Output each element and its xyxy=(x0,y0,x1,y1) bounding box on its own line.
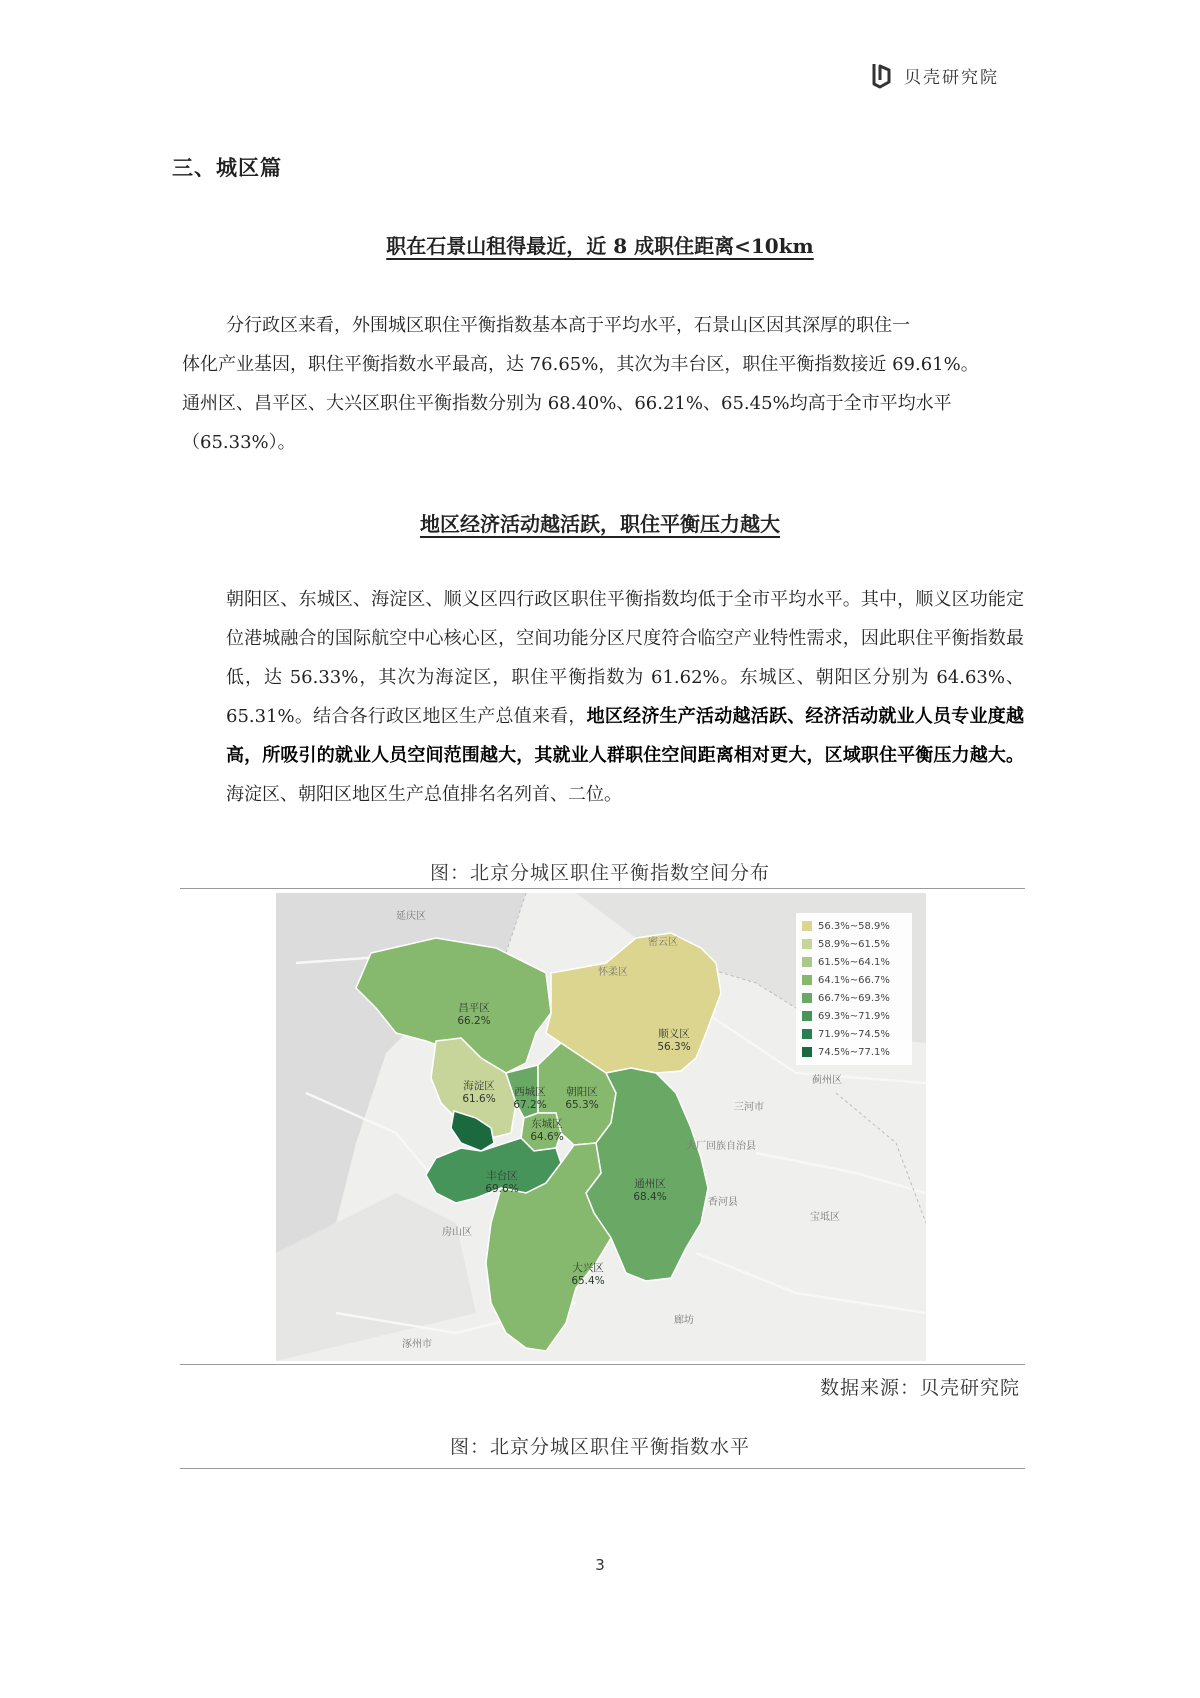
district-label-daxing: 大兴区 65.4% xyxy=(571,1262,605,1287)
brand-name: 贝壳研究院 xyxy=(904,67,999,88)
paragraph-line: 体化产业基因，职住平衡指数水平最高，达 76.65%，其次为丰台区，职住平衡指数接近 69.61%。 xyxy=(182,354,979,375)
divider xyxy=(180,888,1025,889)
basemap-label: 蓟州区 xyxy=(812,1075,842,1086)
basemap-label: 三河市 xyxy=(734,1102,764,1113)
legend-item: 74.5%~77.1% xyxy=(802,1043,906,1061)
paragraph-district-overview xyxy=(182,306,1024,462)
basemap-label: 宝坻区 xyxy=(810,1212,840,1223)
legend-item: 58.9%~61.5% xyxy=(802,935,906,953)
district-label-dongcheng: 东城区 64.6% xyxy=(530,1118,564,1143)
brand-logo xyxy=(866,60,999,90)
basemap-label: 涿州市 xyxy=(402,1339,432,1350)
basemap-label: 密云区 xyxy=(648,937,678,948)
basemap-label: 廊坊 xyxy=(674,1315,694,1326)
basemap-label: 延庆区 xyxy=(396,911,426,922)
divider xyxy=(180,1468,1025,1469)
paragraph-line: 分行政区来看，外围城区职住平衡指数基本高于平均水平，石景山区因其深厚的职住一 xyxy=(226,315,910,336)
heading-commute-distance: 职在石景山租得最近，近 8 成职住距离<10km xyxy=(386,234,814,258)
paragraph-economic-activity xyxy=(182,580,1024,814)
figure1-source: 数据来源：贝壳研究院 xyxy=(819,1377,1020,1399)
basemap-label: 怀柔区 xyxy=(598,967,628,978)
figure1-caption: 图：北京分城区职住平衡指数空间分布 xyxy=(429,862,770,884)
divider xyxy=(180,1364,1025,1365)
legend-item: 71.9%~74.5% xyxy=(802,1025,906,1043)
district-label-haidian: 海淀区 61.6% xyxy=(462,1080,496,1105)
district-label-fengtai: 丰台区 69.6% xyxy=(485,1170,519,1195)
district-label-xicheng: 西城区 67.2% xyxy=(513,1086,547,1111)
legend-item: 66.7%~69.3% xyxy=(802,989,906,1007)
district-label-shunyi: 顺义区 56.3% xyxy=(657,1028,691,1053)
basemap-label: 房山区 xyxy=(442,1227,472,1238)
page-number: 3 xyxy=(595,1556,605,1574)
map-legend xyxy=(796,913,912,1065)
district-label-changping: 昌平区 66.2% xyxy=(457,1002,491,1027)
legend-item: 69.3%~71.9% xyxy=(802,1007,906,1025)
basemap-label: 大厂回族自治县 xyxy=(686,1141,756,1152)
beike-logo-icon xyxy=(866,60,896,90)
district-map xyxy=(276,893,926,1361)
section-title: 三、城区篇 xyxy=(172,155,282,180)
district-label-tongzhou: 通州区 68.4% xyxy=(633,1178,667,1203)
paragraph-line: 通州区、昌平区、大兴区职住平衡指数分别为 68.40%、66.21%、65.45%均高于全市平均水平 xyxy=(182,393,952,414)
district-label-chaoyang: 朝阳区 65.3% xyxy=(565,1086,599,1111)
paragraph-text: 海淀区、朝阳区地区生产总值排名名列首、二位。 xyxy=(226,784,622,805)
paragraph-bold-text: 地区经济生产活动越活跃、经济活动就业人员专业度越高，所吸引的就业人员空间范围越大，其就业人群职住空间距离相对更大，区域职住平衡压力越大。 xyxy=(226,706,1025,766)
heading-economic-pressure: 地区经济活动越活跃，职住平衡压力越大 xyxy=(420,512,780,536)
legend-item: 64.1%~66.7% xyxy=(802,971,906,989)
basemap-label: 香河县 xyxy=(708,1197,738,1208)
paragraph-text: 朝阳区、东城区、海淀区、顺义区四行政区职住平衡指数均低于全市平均水平。其中，顺义区功能定位港城融合的国际航空中心核心区，空间功能分区尺度符合临空产业特性需求，因此职住平衡指数最低，达 56.33%，其次为海淀区，职住平衡指数为 61.62%。东城区、朝阳区分别为 64.63%、65.31%。结合各行政区地区生产总值来看， xyxy=(226,589,1024,727)
legend-item: 56.3%~58.9% xyxy=(802,917,906,935)
legend-item: 61.5%~64.1% xyxy=(802,953,906,971)
paragraph-line: （65.33%）。 xyxy=(182,432,296,453)
figure2-caption: 图：北京分城区职住平衡指数水平 xyxy=(449,1436,750,1458)
